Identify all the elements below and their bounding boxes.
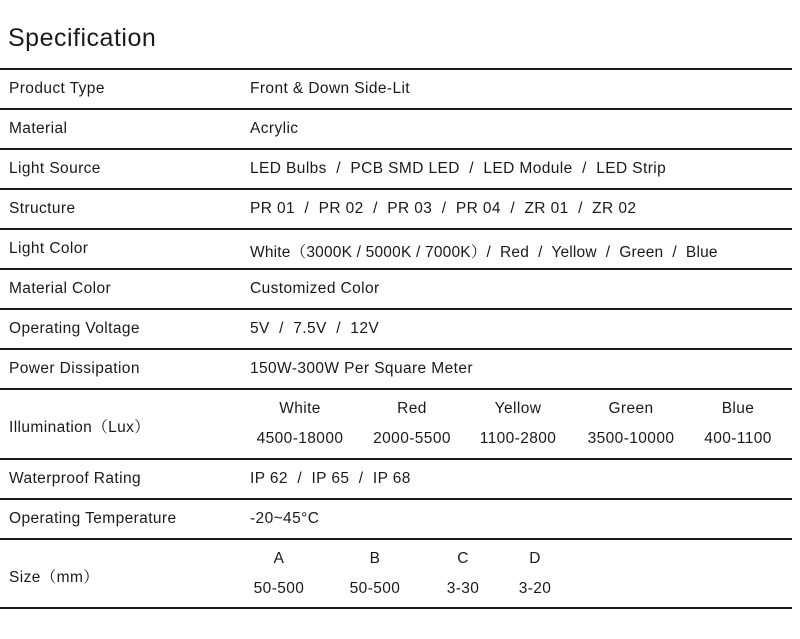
row-value: Front & Down Side-Lit [250,80,411,97]
row-divider [0,498,792,500]
size-header-b: B [369,550,381,567]
row-divider [0,228,792,230]
illumination-value-red: 2000-5500 [373,430,451,447]
row-value: PR 01 / PR 02 / PR 03 / PR 04 / ZR 01 / ZR 02 [250,200,637,217]
row-value: IP 62 / IP 65 / IP 68 [250,470,411,487]
illumination-header-green: Green [608,400,654,417]
row-divider [0,108,792,110]
size-value-a: 50-500 [253,580,305,597]
row-label: Structure [9,200,76,217]
row-divider [0,148,792,150]
illumination-header-red: Red [397,400,427,417]
row-divider [0,458,792,460]
row-value: 150W-300W Per Square Meter [250,360,473,377]
row-divider [0,348,792,350]
row-label: Power Dissipation [9,360,140,377]
table-top-rule [0,68,792,70]
illumination-header-yellow: Yellow [494,400,542,417]
row-label: Size（mm） [9,569,100,586]
row-divider [0,268,792,270]
row-divider [0,188,792,190]
row-value: -20~45°C [250,510,320,527]
row-label: Light Source [9,160,101,177]
row-value: Customized Color [250,280,380,297]
row-label: Light Color [9,240,89,257]
row-label: Material Color [9,280,112,297]
size-header-d: D [529,550,541,567]
row-divider [0,308,792,310]
table-bottom-rule [0,607,792,609]
row-label: Waterproof Rating [9,470,142,487]
illumination-value-yellow: 1100-2800 [479,430,557,447]
page-title: Specification [8,24,157,52]
size-header-a: A [273,550,285,567]
size-value-d: 3-20 [518,580,552,597]
row-label: Operating Voltage [9,320,140,337]
size-value-c: 3-30 [446,580,480,597]
illumination-header-white: White [279,400,321,417]
row-value: 5V / 7.5V / 12V [250,320,380,337]
size-value-b: 50-500 [349,580,401,597]
row-divider [0,388,792,390]
row-label: Operating Temperature [9,510,177,527]
row-label: Material [9,120,68,137]
illumination-value-green: 3500-10000 [587,430,675,447]
illumination-header-blue: Blue [721,400,755,417]
row-label: Illumination（Lux） [9,419,151,436]
illumination-value-blue: 400-1100 [704,430,772,447]
row-value: White（3000K / 5000K / 7000K）/ Red / Yellow / Green / Blue [250,244,718,261]
row-label: Product Type [9,80,105,97]
size-header-c: C [457,550,469,567]
row-divider [0,538,792,540]
row-value: LED Bulbs / PCB SMD LED / LED Module / LED Strip [250,160,667,177]
row-value: Acrylic [250,120,299,137]
illumination-value-white: 4500-18000 [256,430,344,447]
